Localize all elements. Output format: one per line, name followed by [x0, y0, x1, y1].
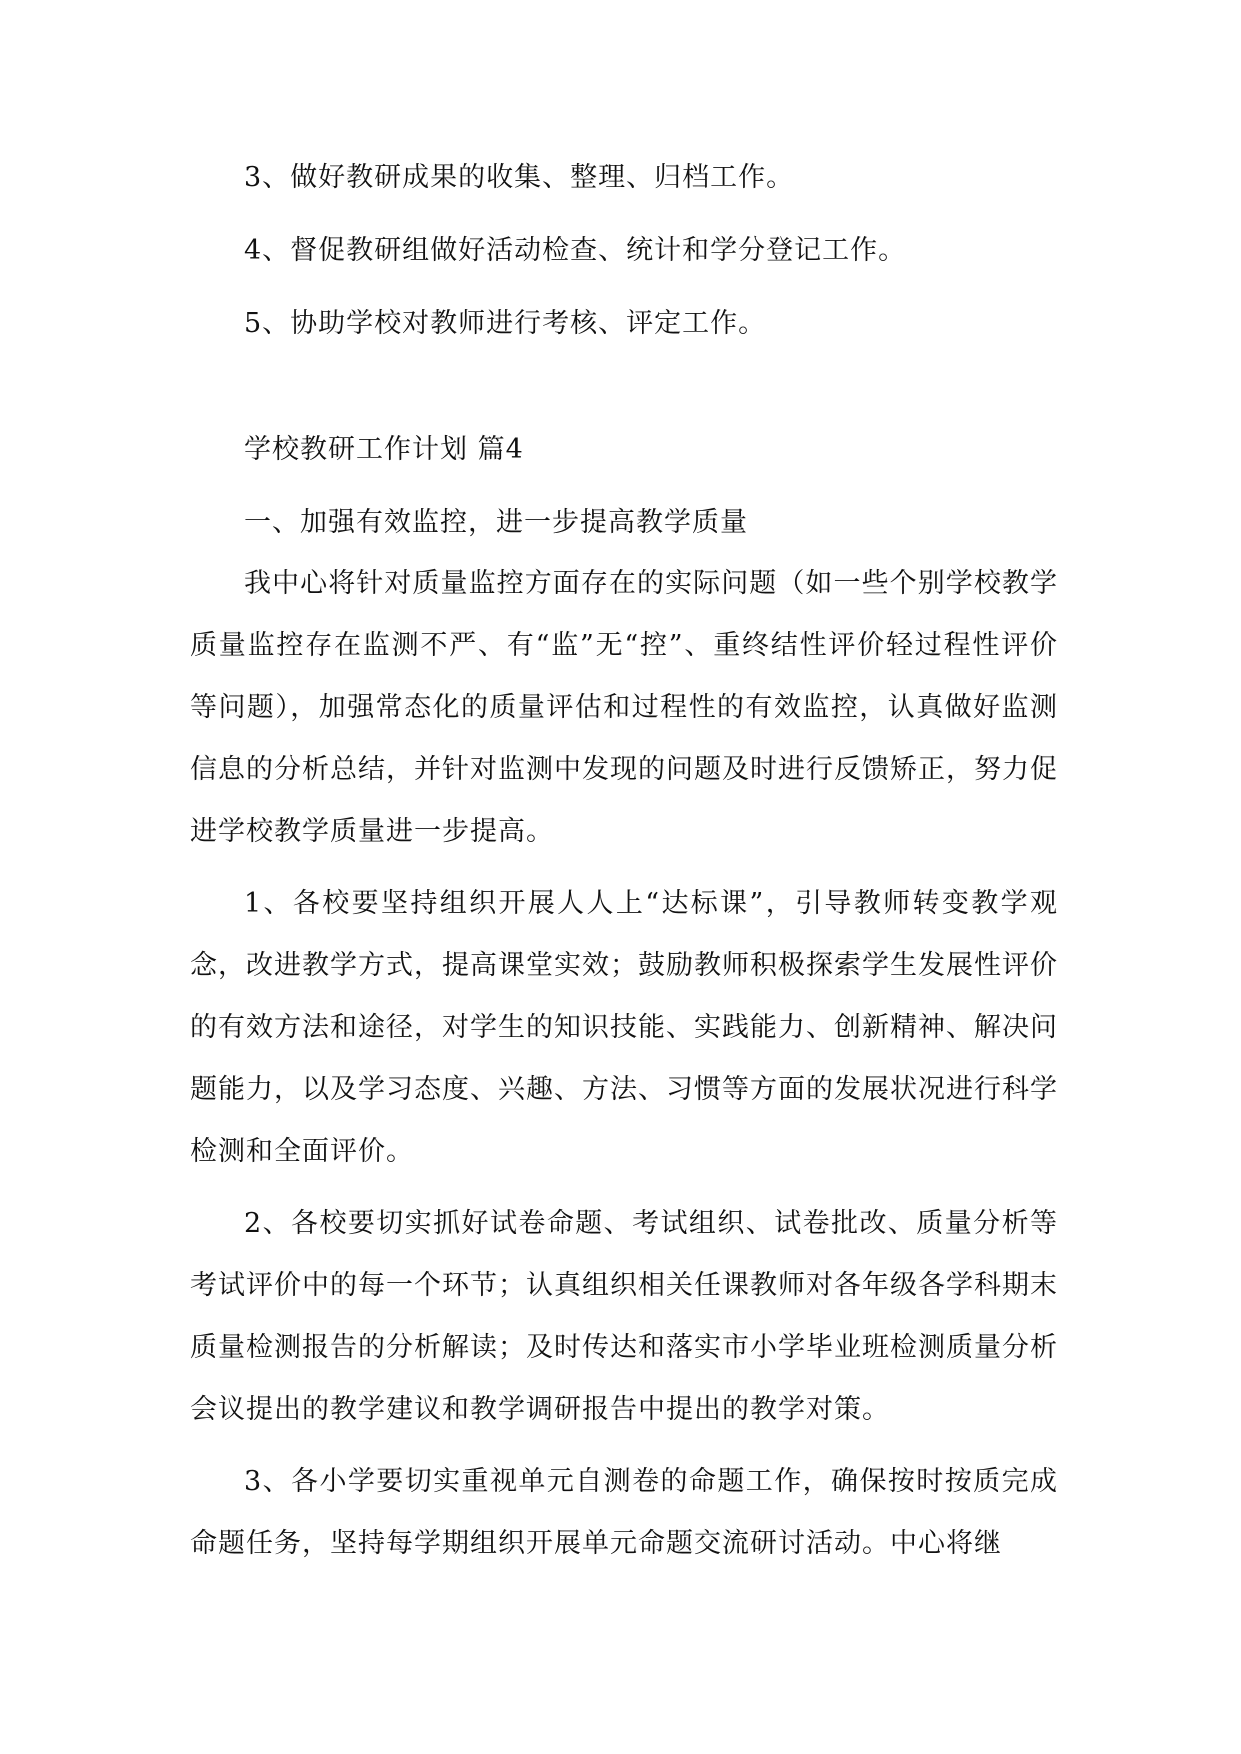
- paragraph-intro: 我中心将针对质量监控方面存在的实际问题（如一些个别学校教学质量监控存在监测不严、有“监”无“控”、重终结性评价轻过程性评价等问题），加强常态化的质量评估和过程性的有效监控，认真做好监测信息的分析总结，并针对监测中发现的问题及时进行反馈矫正，努力促进学校教学质量进一步提高。: [190, 568, 1058, 847]
- section-title: 学校教研工作计划 篇4: [244, 434, 524, 465]
- list-item-5: 5、协助学校对教师进行考核、评定工作。: [244, 308, 767, 339]
- list-item-4: 4、督促教研组做好活动检查、统计和学分登记工作。: [244, 235, 907, 266]
- paragraph-item-1: 1、各校要坚持组织开展人人上“达标课”，引导教师转变教学观念，改进教学方式，提高课堂实效；鼓励教师积极探索学生发展性评价的有效方法和途径，对学生的知识技能、实践能力、创新精神、解决问题能力，以及学习态度、兴趣、方法、习惯等方面的发展状况进行科学检测和全面评价。: [190, 888, 1058, 1167]
- paragraph-item-2: 2、各校要切实抓好试卷命题、考试组织、试卷批改、质量分析等考试评价中的每一个环节；认真组织相关任课教师对各年级各学科期末质量检测报告的分析解读；及时传达和落实市小学毕业班检测质量分析会议提出的教学建议和教学调研报告中提出的教学对策。: [190, 1208, 1058, 1425]
- heading-1: 一、加强有效监控，进一步提高教学质量: [244, 507, 748, 538]
- document-body: [190, 158, 1058, 1575]
- list-item-3: 3、做好教研成果的收集、整理、归档工作。: [244, 162, 795, 193]
- paragraph-item-3: 3、各小学要切实重视单元自测卷的命题工作，确保按时按质完成命题任务，坚持每学期组织开展单元命题交流研讨活动。中心将继: [190, 1466, 1058, 1559]
